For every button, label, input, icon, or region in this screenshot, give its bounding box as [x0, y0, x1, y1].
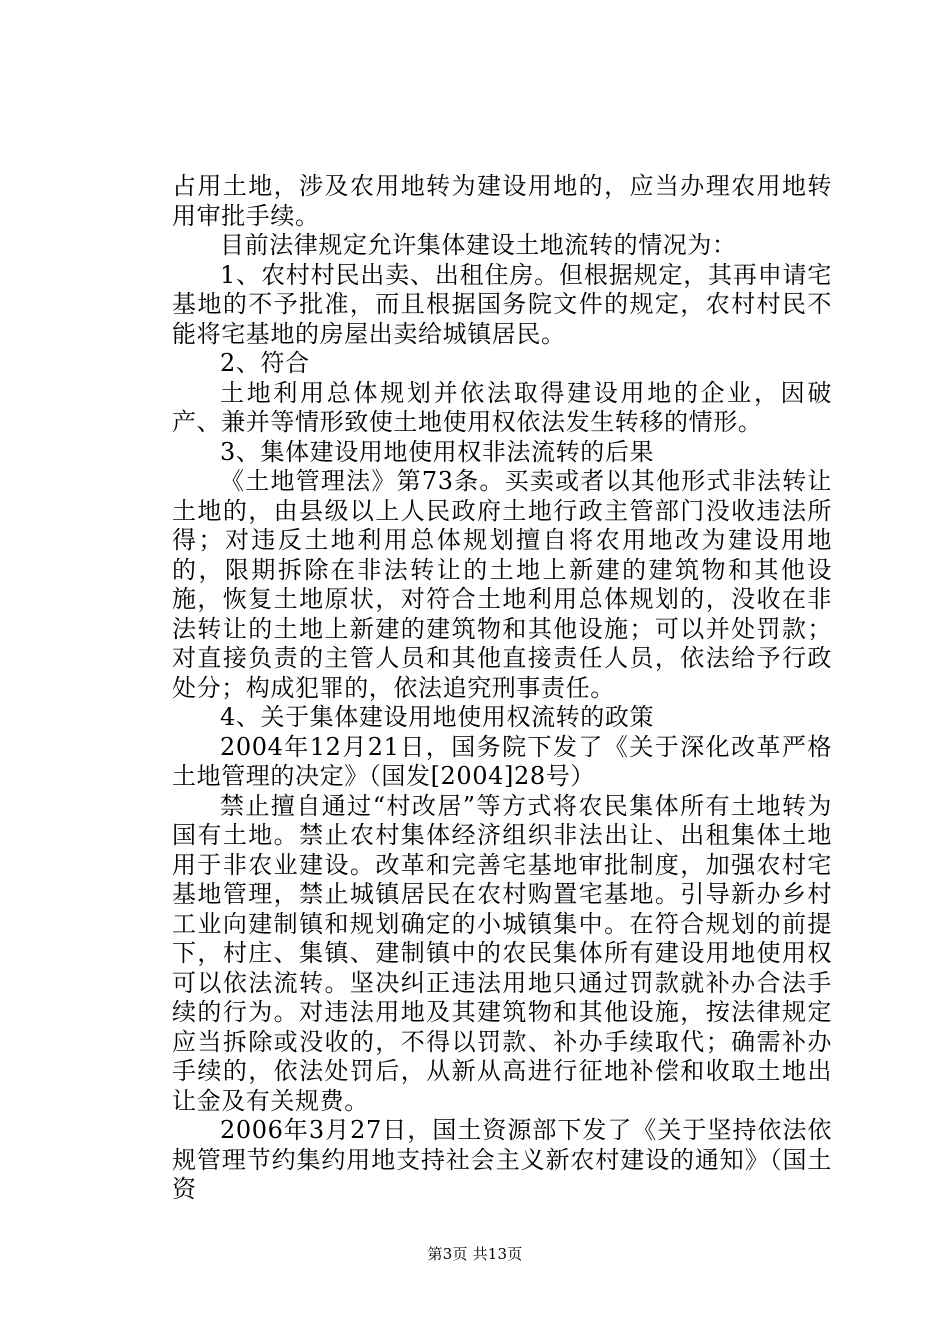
paragraph-10: 禁止擅自通过“村改居”等方式将农民集体所有土地转为国有土地。禁止农村集体经济组织非法出让、出租集体土地用于非农业建设。改革和完善宅基地审批制度，加强农村宅基地管理，禁止城镇居民在农村购置宅基地。引导新办乡村工业向建制镇和规划确定的小城镇集中。在符合规划的前提下，村庄、集镇、建制镇中的农民集体所有建设用地使用权可以依法流转。坚决纠正违法用地只通过罚款就补办合法手续的行为。对违法用地及其建筑物和其他设施，按法律规定应当拆除或没收的，不得以罚款、补办手续取代；确需补办手续的，依法处罚后，从新从高进行征地补偿和收取土地出让金及有关规费。	[172, 791, 832, 1115]
paragraph-3: 1、农村村民出卖、出租住房。但根据规定，其再申请宅基地的不予批准，而且根据国务院文件的规定，农村村民不能将宅基地的房屋出卖给城镇居民。	[172, 260, 832, 348]
paragraph-8: 4、关于集体建设用地使用权流转的政策	[220, 703, 655, 731]
paragraph-6: 3、集体建设用地使用权非法流转的后果	[220, 437, 655, 466]
paragraph-5: 土地利用总体规划并依法取得建设用地的企业，因破产、兼并等情形致使土地使用权依法发生转移的情形。	[172, 378, 832, 436]
paragraph-9: 2004年12月21日，国务院下发了《关于深化改革严格土地管理的决定》（国发[2004]28号）	[172, 732, 832, 790]
paragraph-11: 2006年3月27日，国土资源部下发了《关于坚持依法依规管理节约集约用地支持社会主义新农村建设的通知》（国土资	[172, 1116, 832, 1203]
document-body	[172, 172, 832, 1205]
page-number-footer: 第3页 共13页	[427, 1245, 523, 1263]
paragraph-2: 目前法律规定允许集体建设土地流转的情况为：	[220, 231, 737, 259]
paragraph-1: 占用土地，涉及农用地转为建设用地的，应当办理农用地转用审批手续。	[172, 172, 832, 230]
paragraph-7: 《土地管理法》第73条。买卖或者以其他形式非法转让土地的，由县级以上人民政府土地行政主管部门没收违法所得；对违反土地利用总体规划擅自将农用地改为建设用地的，限期拆除在非法转让的土地上新建的建筑物和其他设施，恢复土地原状，对符合土地利用总体规划的，没收在非法转让的土地上新建的建筑物和其他设施；可以并处罚款；对直接负责的主管人员和其他直接责任人员，依法给予行政处分；构成犯罪的，依法追究刑事责任。	[172, 467, 832, 702]
paragraph-4: 2、符合	[220, 349, 310, 377]
